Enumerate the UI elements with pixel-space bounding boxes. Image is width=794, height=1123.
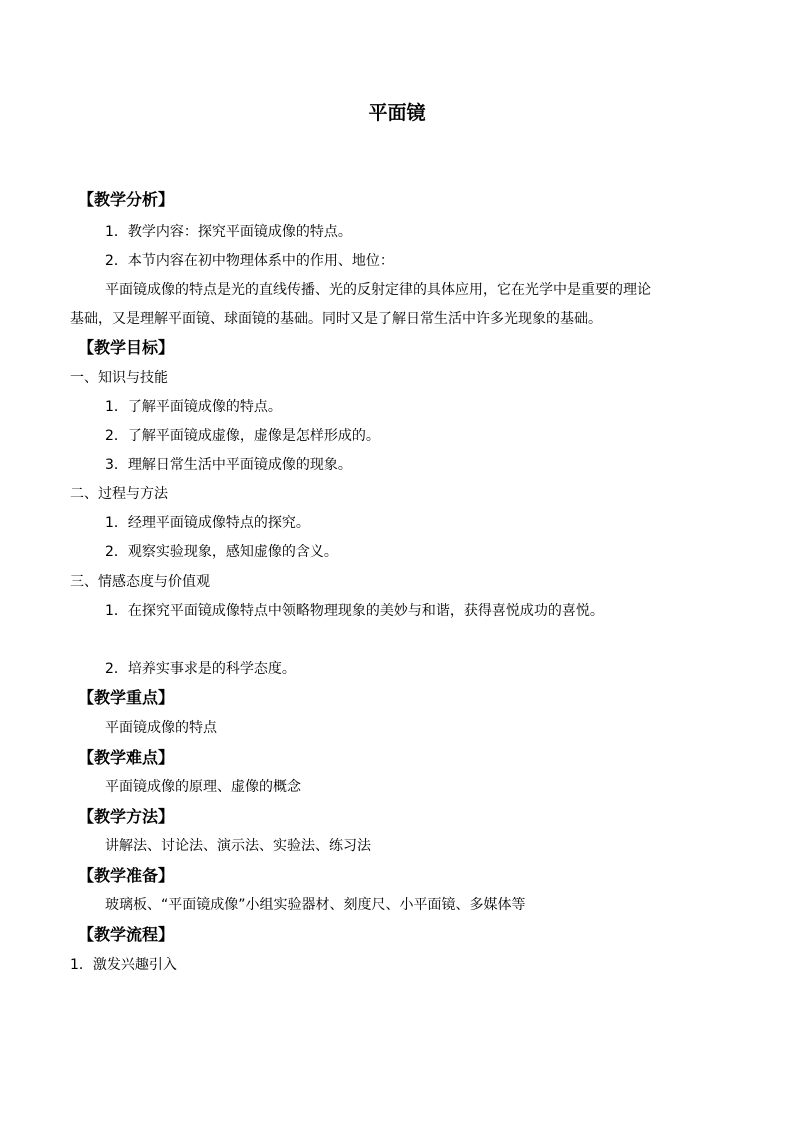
- section-heading-key-point: 【教学重点】: [78, 688, 175, 707]
- goals-subsection-2-title: 二、过程与方法: [70, 486, 168, 502]
- goals-subsection-2-item: 1．经理平面镜成像特点的探究。: [105, 515, 310, 531]
- goals-subsection-3-item: 2．培养实事求是的科学态度。: [105, 661, 296, 677]
- analysis-item-2: 2．本节内容在初中物理体系中的作用、地位：: [105, 253, 394, 269]
- section-heading-process: 【教学流程】: [78, 925, 175, 944]
- section-heading-preparation: 【教学准备】: [78, 866, 175, 885]
- difficulty-text: 平面镜成像的原理、虚像的概念: [105, 779, 301, 795]
- section-heading-method: 【教学方法】: [78, 807, 175, 826]
- key-point-text: 平面镜成像的特点: [105, 720, 217, 736]
- method-text: 讲解法、讨论法、演示法、实验法、练习法: [105, 838, 371, 854]
- goals-subsection-1-item: 1．了解平面镜成像的特点。: [105, 399, 282, 415]
- goals-subsection-2-item: 2．观察实验现象，感知虚像的含义。: [105, 544, 338, 560]
- analysis-item-1: 1．教学内容：探究平面镜成像的特点。: [105, 224, 352, 240]
- goals-subsection-1-item: 3．理解日常生活中平面镜成像的现象。: [105, 457, 352, 473]
- goals-subsection-1-title: 一、知识与技能: [70, 370, 168, 386]
- goals-subsection-3-item: 1．在探究平面镜成像特点中领略物理现象的美妙与和谐，获得喜悦成功的喜悦。: [105, 603, 604, 619]
- goals-subsection-3-title: 三、情感态度与价值观: [70, 574, 210, 590]
- goals-subsection-1-item: 2．了解平面镜成虚像，虚像是怎样形成的。: [105, 428, 380, 444]
- section-heading-analysis: 【教学分析】: [78, 190, 175, 209]
- analysis-paragraph-line-2: 基础，又是理解平面镜、球面镜的基础。同时又是了解日常生活中许多光现象的基础。: [70, 311, 602, 327]
- analysis-paragraph-line-1: 平面镜成像的特点是光的直线传播、光的反射定律的具体应用，它在光学中是重要的理论: [105, 282, 651, 298]
- process-item-1: 1．激发兴趣引入: [70, 957, 177, 973]
- section-heading-goals: 【教学目标】: [78, 338, 175, 357]
- section-heading-difficulty: 【教学难点】: [78, 748, 175, 767]
- preparation-text: 玻璃板、“平面镜成像”小组实验器材、刻度尺、小平面镜、多媒体等: [105, 897, 526, 913]
- document-title: 平面镜: [368, 102, 426, 124]
